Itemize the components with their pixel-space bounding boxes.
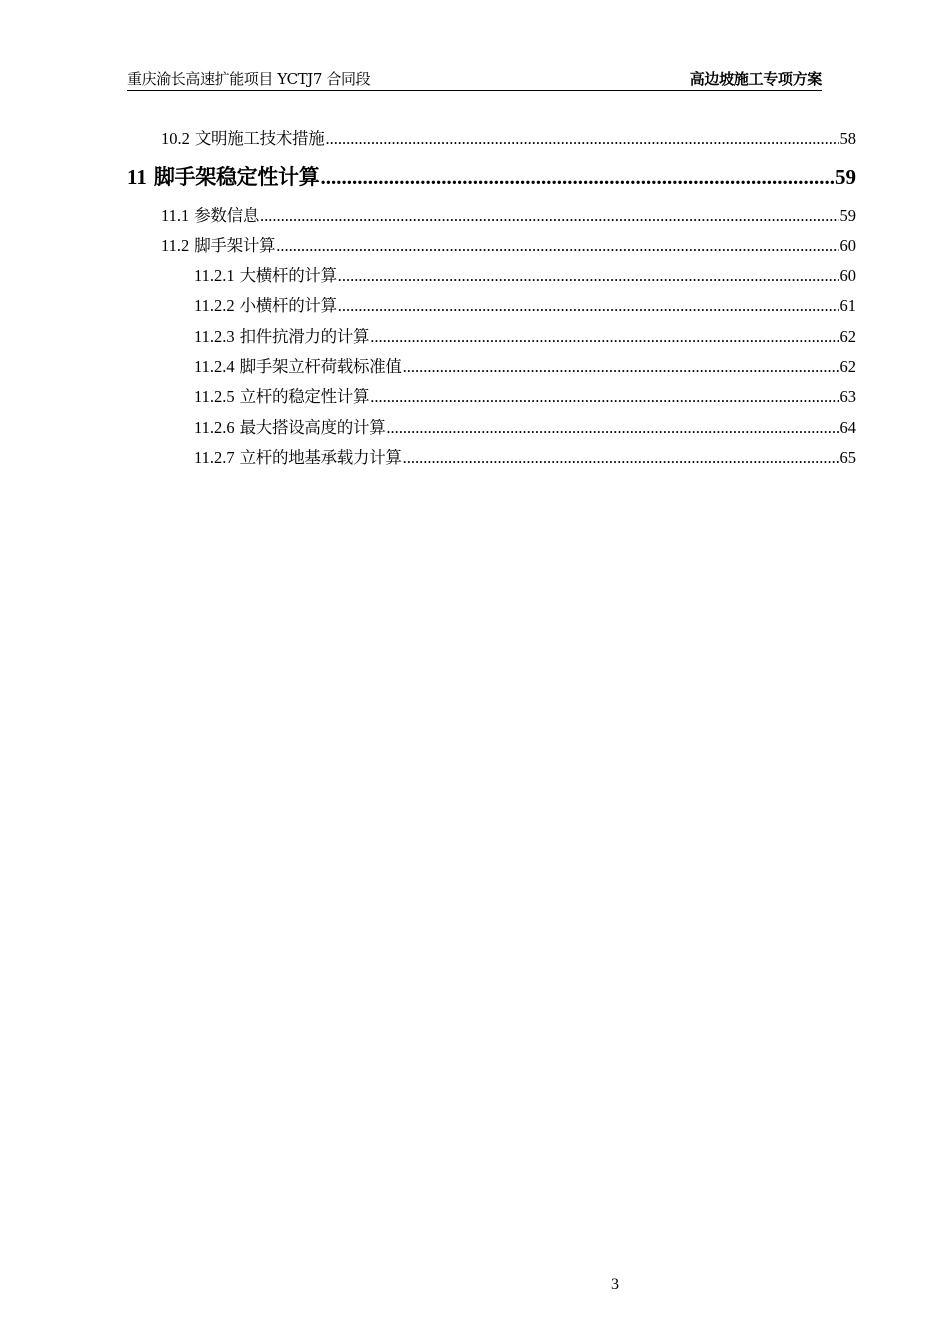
toc-dot-leader: [338, 266, 839, 286]
toc-entry-title: 扣件抗滑力的计算: [239, 327, 370, 346]
toc-entry-11-1[interactable]: [161, 202, 856, 226]
toc-dot-leader: [403, 357, 839, 377]
toc-entry-page: 58: [839, 129, 856, 148]
toc-dot-leader: [386, 418, 838, 438]
toc-entry-number: 11.2: [161, 236, 190, 255]
toc-entry-11-2-7[interactable]: [194, 444, 856, 468]
toc-dot-leader: [320, 165, 834, 190]
toc-entry-page: 64: [839, 418, 856, 437]
page-number: 3: [611, 1276, 619, 1293]
toc-entry-number: 11.2.7: [194, 448, 235, 467]
toc-entry-title: 参数信息: [194, 206, 260, 225]
toc-dot-leader: [370, 327, 838, 347]
toc-entry-page: 63: [839, 387, 856, 406]
toc-entry-title: 立杆的地基承载力计算: [239, 448, 402, 467]
toc-entry-title: 小横杆的计算: [239, 296, 337, 315]
toc-entry-page: 62: [839, 327, 856, 346]
toc-entry-number: 11.2.4: [194, 357, 235, 376]
toc-entry-title: 最大搭设高度的计算: [239, 418, 386, 437]
toc-entry-page: 60: [839, 236, 856, 255]
toc-entry-title: 立杆的稳定性计算: [239, 387, 370, 406]
header-project-title: 重庆渝长高速扩能项目 YCTJ7 合同段: [127, 70, 371, 88]
toc-entry-number: 11.2.5: [194, 387, 235, 406]
toc-entry-number: 11: [127, 165, 147, 189]
toc-entry-11-2-1[interactable]: [194, 262, 856, 286]
toc-entry-number: 11.2.3: [194, 327, 235, 346]
toc-entry-11-2-3[interactable]: [194, 323, 856, 347]
toc-entry-10-2[interactable]: [161, 125, 856, 149]
toc-entry-number: 11.2.6: [194, 418, 235, 437]
toc-entry-page: 59: [835, 165, 856, 189]
toc-dot-leader: [325, 129, 838, 149]
toc-entry-11-2[interactable]: [161, 232, 856, 256]
toc-entry-title: 文明施工技术措施: [194, 129, 325, 148]
toc-entry-11-2-2[interactable]: [194, 292, 856, 316]
toc-entry-page: 62: [839, 357, 856, 376]
toc-entry-page: 60: [839, 266, 856, 285]
toc-entry-page: 65: [839, 448, 856, 467]
toc-entry-11[interactable]: [127, 161, 856, 191]
toc-entry-11-2-6[interactable]: [194, 414, 856, 438]
toc-dot-leader: [403, 448, 839, 468]
toc-dot-leader: [370, 387, 838, 407]
page-header: [127, 66, 822, 91]
toc-dot-leader: [276, 236, 838, 256]
toc-entry-number: 11.2.2: [194, 296, 235, 315]
toc-entry-page: 59: [839, 206, 856, 225]
toc-entry-title: 脚手架稳定性计算: [153, 165, 320, 189]
toc-entry-11-2-5[interactable]: [194, 383, 856, 407]
toc-dot-leader: [338, 296, 839, 316]
toc-entry-page: 61: [839, 296, 856, 315]
toc-entry-11-2-4[interactable]: [194, 353, 856, 377]
toc-entry-title: 脚手架计算: [194, 236, 276, 255]
header-document-title: 高边坡施工专项方案: [689, 70, 822, 88]
toc-entry-title: 大横杆的计算: [239, 266, 337, 285]
toc-entry-number: 11.2.1: [194, 266, 235, 285]
toc-entry-number: 10.2: [161, 129, 190, 148]
toc-entry-number: 11.1: [161, 206, 190, 225]
toc-dot-leader: [260, 206, 838, 226]
toc-entry-title: 脚手架立杆荷载标准值: [239, 357, 402, 376]
